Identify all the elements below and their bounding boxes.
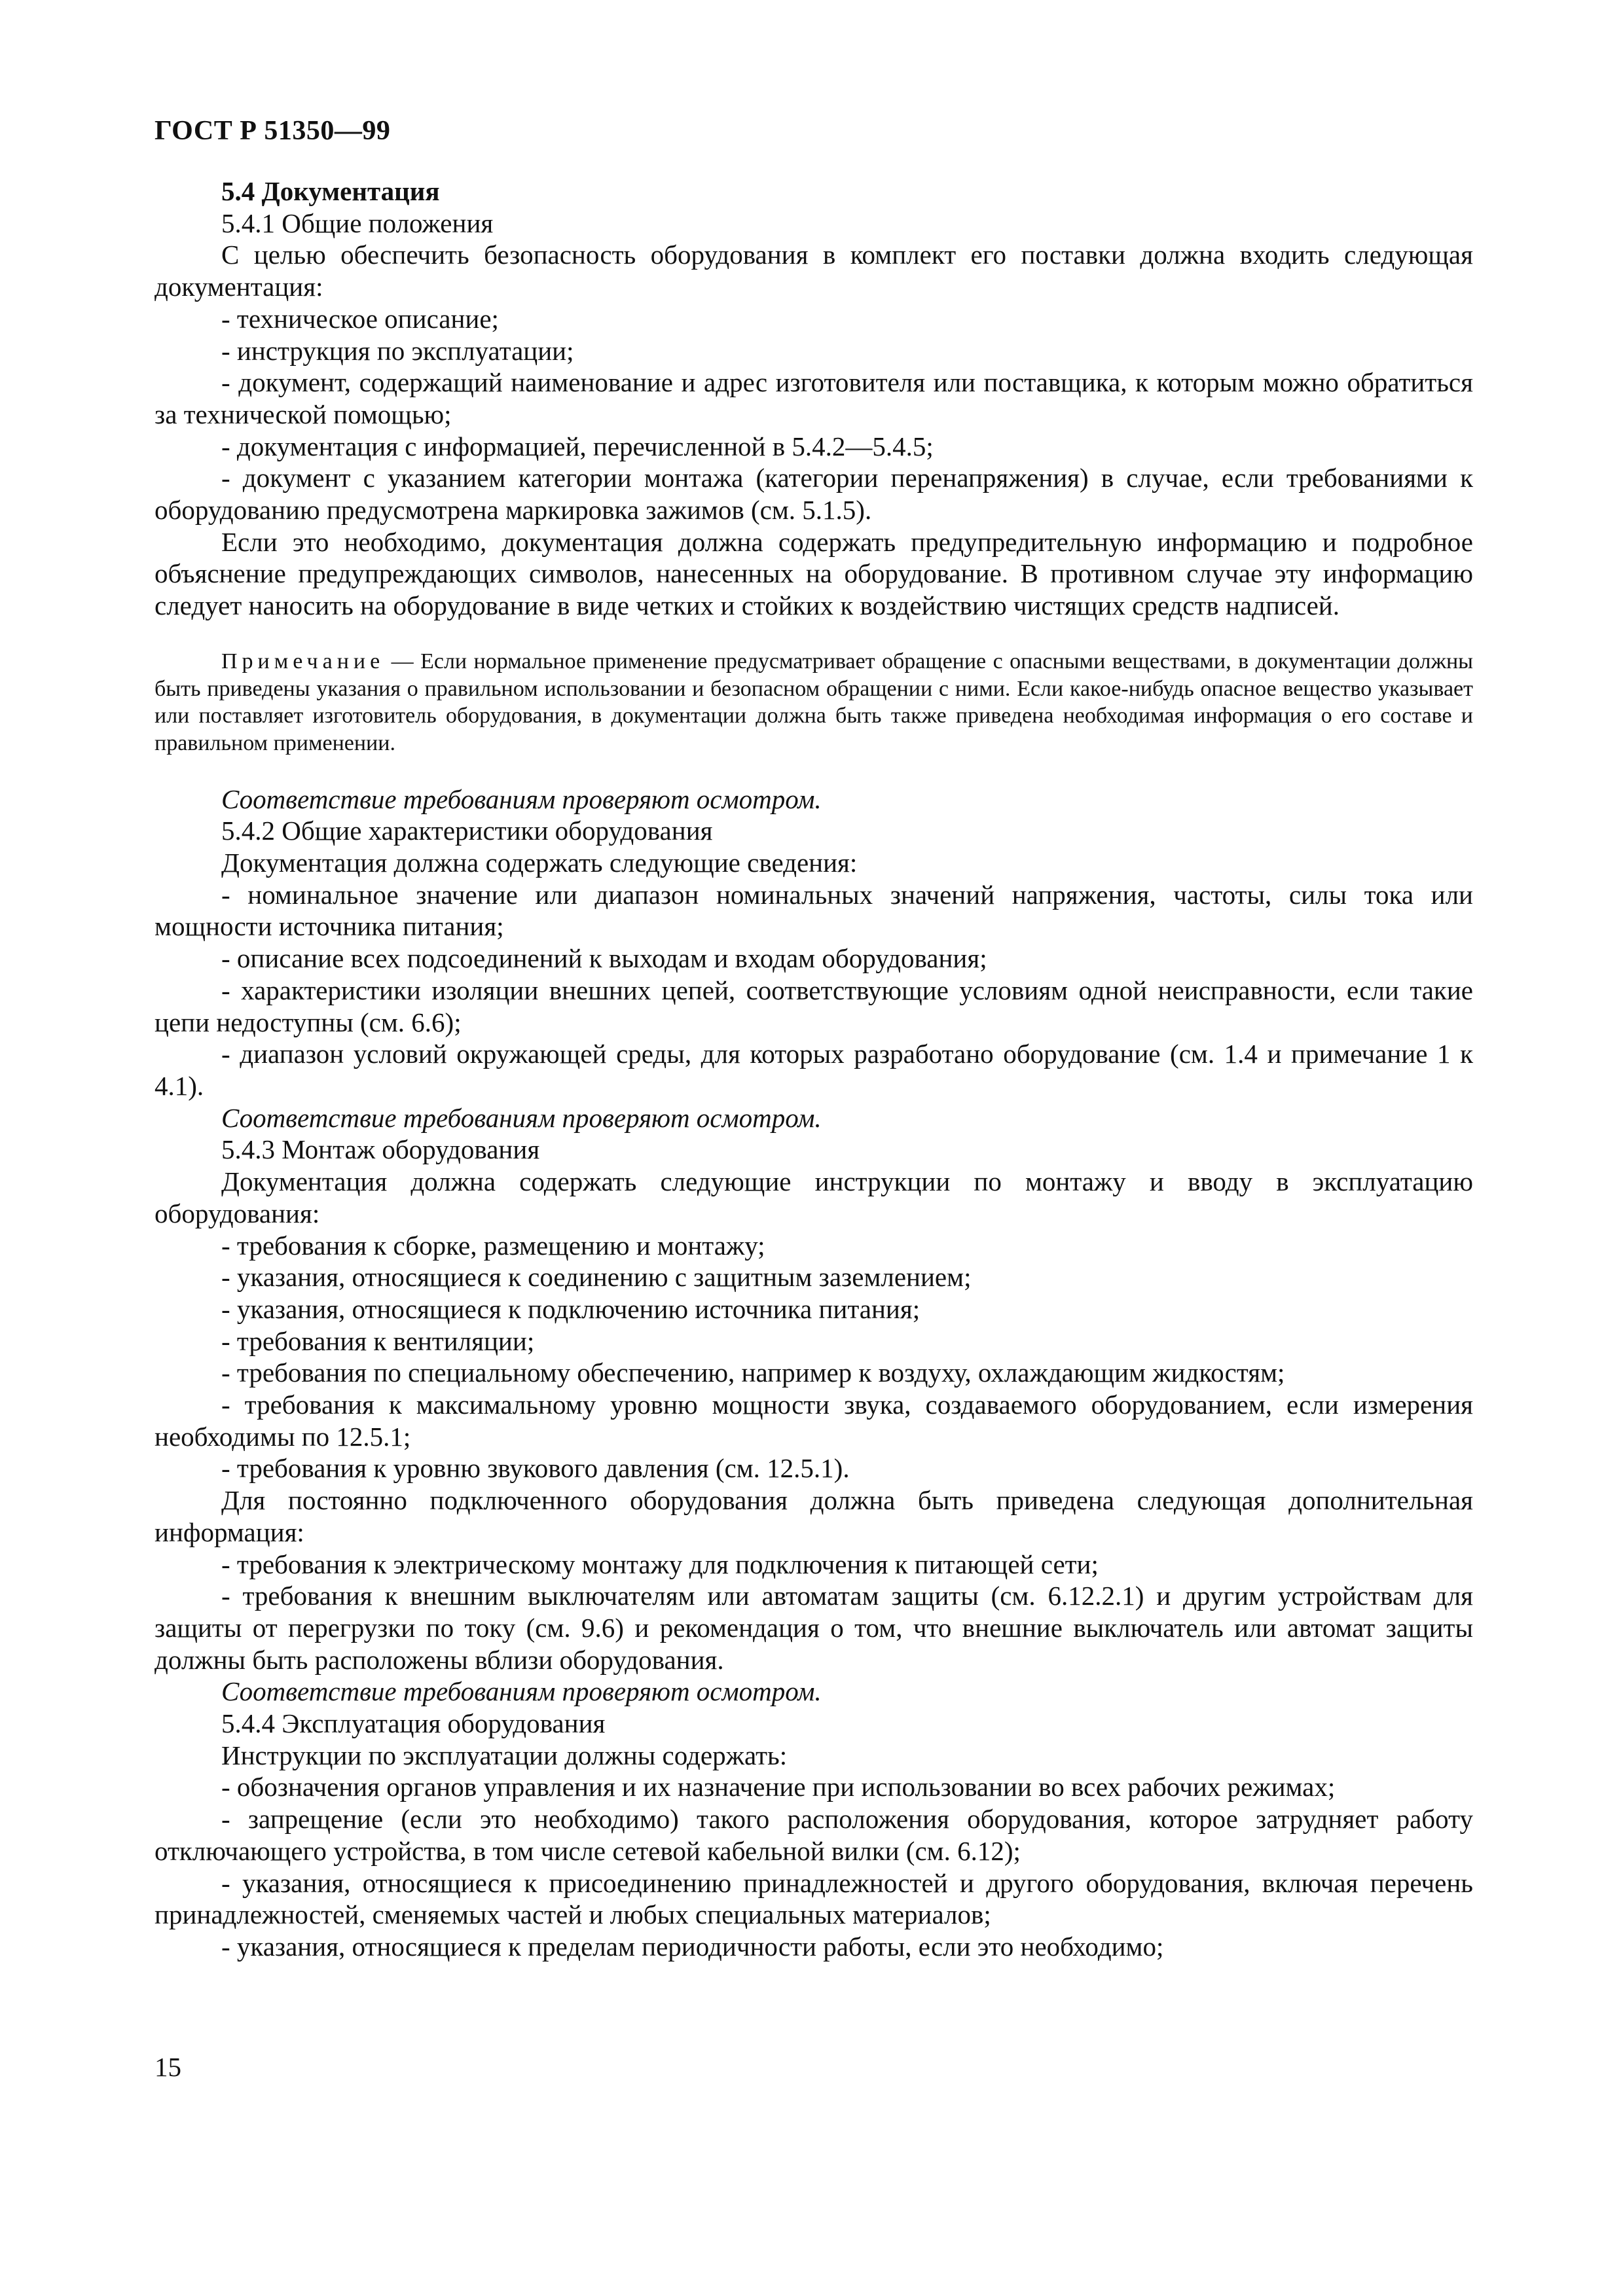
list-item: - требования к электрическому монтажу для подключения к питающей сети; <box>221 1549 1099 1579</box>
compliance-statement: Соответствие требованиям проверяют осмотром. <box>221 1676 822 1707</box>
document-body <box>155 175 1473 1963</box>
list-item: - документ, содержащий наименование и адрес изготовителя или поставщика, к которым можно обратиться за технической помощью; <box>155 367 1473 429</box>
page-number: 15 <box>155 2052 181 2082</box>
paragraph: Если это необходимо, документация должна содержать предупредительную информацию и подробное объяснение предупреждающих символов, нанесенных на оборудование. В противном случае эту информацию следует наносить на оборудование в виде четких и стойких к воздействию чистящих средств надписей. <box>155 526 1473 621</box>
list-item: - обозначения органов управления и их назначение при использовании во всех рабочих режимах; <box>221 1772 1336 1803</box>
note-text: — Если нормальное применение предусматривает обращение с опасными веществами, в документации должны быть приведены указания о правильном использовании и безопасном обращении с ними. Если какое-нибудь опасное вещество указывает или поставляет изготовитель оборудования, в документации должна быть также приведена необходимая информация о его составе и правильном применении. <box>155 649 1473 755</box>
list-item: - инструкция по эксплуатации; <box>221 335 574 366</box>
paragraph: Документация должна содержать следующие сведения: <box>221 848 858 878</box>
list-item: - требования к внешним выключателям или автоматам защиты (см. 6.12.2.1) и другим устройствам для защиты от перегрузки по току (см. 9.6) и рекомендация о том, что внешние выключатель или автомат защиты должны быть расположены вблизи оборудования. <box>155 1581 1473 1675</box>
paragraph: Инструкции по эксплуатации должны содержать: <box>221 1740 788 1770</box>
list-item: - описание всех подсоединений к выходам и входам оборудования; <box>221 943 987 974</box>
list-item: - документация с информацией, перечисленной в 5.4.2—5.4.5; <box>221 431 934 461</box>
list-item: - требования к максимальному уровню мощности звука, создаваемого оборудованием, если измерения необходимы по 12.5.1; <box>155 1390 1473 1452</box>
note <box>155 648 1473 757</box>
list-item: - требования к вентиляции; <box>221 1325 535 1356</box>
list-item: - требования к уровню звукового давления (см. 12.5.1). <box>221 1453 850 1484</box>
list-item: - характеристики изоляции внешних цепей, соответствующие условиям одной неисправности, если такие цепи недоступны (см. 6.6); <box>155 975 1473 1037</box>
paragraph: Документация должна содержать следующие инструкции по монтажу и вводу в эксплуатацию оборудования: <box>155 1166 1473 1229</box>
list-item: - документ с указанием категории монтажа (категории перенапряжения) в случае, если требованиями к оборудованию предусмотрена маркировка зажимов (см. 5.1.5). <box>155 463 1473 526</box>
subsection-heading: 5.4.4 Эксплуатация оборудования <box>221 1708 606 1739</box>
list-item: - запрещение (если это необходимо) такого расположения оборудования, которое затрудняет работу отключающего устройства, в том числе сетевой кабельной вилки (см. 6.12); <box>155 1804 1473 1866</box>
list-item: - указания, относящиеся к пределам периодичности работы, если это необходимо; <box>221 1931 1164 1962</box>
list-item: - требования к сборке, размещению и монтажу; <box>221 1230 765 1261</box>
subsection-heading: 5.4.3 Монтаж оборудования <box>221 1134 540 1165</box>
subsection-heading: 5.4.2 Общие характеристики оборудования <box>221 816 713 846</box>
list-item: - указания, относящиеся к присоединению принадлежностей и другого оборудования, включая перечень принадлежностей, сменяемых частей и любых специальных материалов; <box>155 1867 1473 1930</box>
paragraph: С целью обеспечить безопасность оборудования в комплект его поставки должна входить следующая документация: <box>155 240 1473 302</box>
section-heading: 5.4 Документация <box>221 176 440 206</box>
note-label: Примечание <box>221 649 385 673</box>
list-item: - диапазон условий окружающей среды, для которых разработано оборудование (см. 1.4 и примечание 1 к 4.1). <box>155 1039 1473 1101</box>
list-item: - требования по специальному обеспечению, например к воздуху, охлаждающим жидкостям; <box>221 1357 1285 1388</box>
document-header: ГОСТ Р 51350—99 <box>155 116 391 146</box>
compliance-statement: Соответствие требованиям проверяют осмотром. <box>221 783 822 814</box>
list-item: - указания, относящиеся к подключению источника питания; <box>221 1293 921 1324</box>
compliance-statement: Соответствие требованиям проверяют осмотром. <box>221 1102 822 1133</box>
list-item: - номинальное значение или диапазон номинальных значений напряжения, частоты, силы тока или мощности источника питания; <box>155 879 1473 942</box>
paragraph: Для постоянно подключенного оборудования должна быть приведена следующая дополнительная информация: <box>155 1485 1473 1547</box>
subsection-heading: 5.4.1 Общие положения <box>221 207 494 238</box>
list-item: - указания, относящиеся к соединению с защитным заземлением; <box>221 1262 972 1293</box>
list-item: - техническое описание; <box>221 303 499 334</box>
